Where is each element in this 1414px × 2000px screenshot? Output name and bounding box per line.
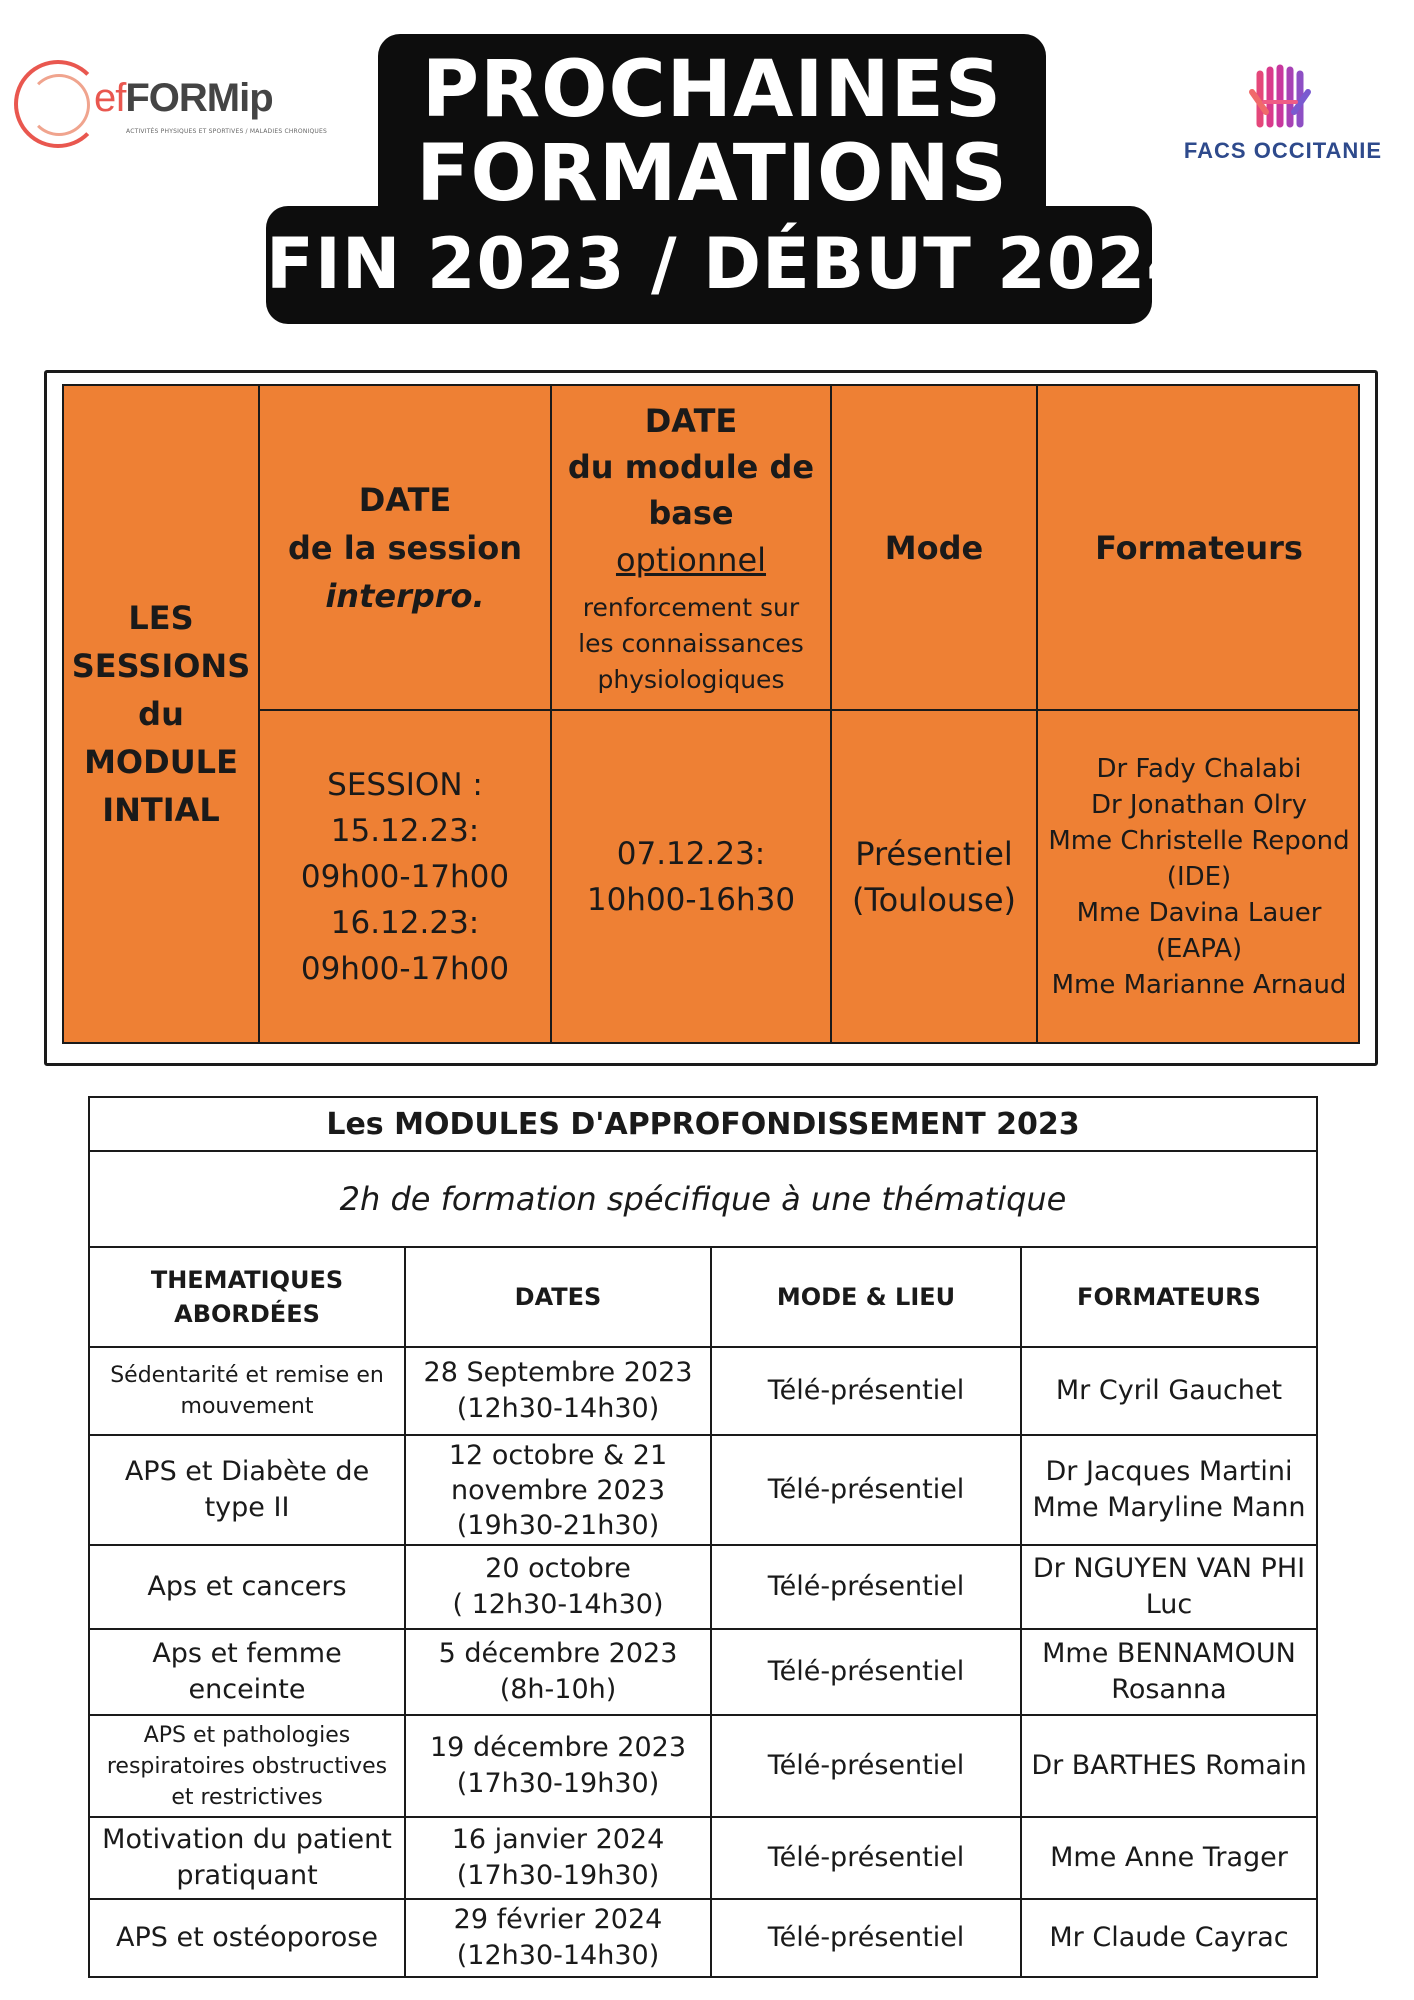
logo-wordmark: efFORMip [94, 76, 273, 120]
table-row-mode: Télé-présentiel [767, 1656, 965, 1687]
table-row-date: 19 décembre 2023 (17h30-19h30) [430, 1732, 686, 1799]
table-row-trainer: Mr Claude Cayrac [1049, 1922, 1289, 1953]
table-row-date: 12 octobre & 21 novembre 2023 (19h30-21h30) [448, 1439, 668, 1541]
initial-module-row-label: LES SESSIONS du MODULE INTIAL [71, 599, 251, 829]
table-row-trainer: Dr BARTHES Romain [1031, 1750, 1307, 1781]
table-row-mode: Télé-présentiel [767, 1750, 965, 1781]
base-module-date: 07.12.23: 10h00-16h30 [586, 835, 796, 918]
efformip-logo [14, 52, 328, 152]
table-row-date: 28 Septembre 2023 (12h30-14h30) [423, 1357, 693, 1424]
table-row-date: 29 février 2024 (12h30-14h30) [453, 1904, 663, 1971]
table-row-mode: Télé-présentiel [767, 1922, 965, 1953]
advanced-modules-table [88, 1096, 1318, 1978]
table-row-trainer: Dr NGUYEN VAN PHI Luc [1032, 1553, 1306, 1620]
column-header-mode: MODE & LIEU [776, 1283, 956, 1311]
table-row-theme: APS et ostéoporose [116, 1922, 378, 1953]
header-mode: Mode [884, 528, 984, 567]
column-header-dates: DATES [514, 1283, 602, 1311]
session-trainers: Dr Fady Chalabi Dr Jonathan Olry Mme Christelle Repond (IDE) Mme Davina Lauer (EAPA) Mme Marianne Arnaud [1048, 753, 1350, 1000]
column-header-trainers: FORMATEURS [1077, 1283, 1261, 1311]
table-row-trainer: Dr Jacques Martini Mme Maryline Mann [1032, 1456, 1306, 1523]
logo-figure-icon [28, 74, 90, 136]
table-row-mode: Télé-présentiel [767, 1842, 965, 1873]
table-row-mode: Télé-présentiel [767, 1571, 965, 1602]
facs-hands-icon [1168, 62, 1398, 138]
table-row-trainer: Mme BENNAMOUN Rosanna [1042, 1638, 1296, 1705]
table-row-theme: Aps et femme enceinte [152, 1638, 342, 1705]
table-row-trainer: Mr Cyril Gauchet [1055, 1375, 1283, 1406]
title-line-1: PROCHAINES [421, 45, 1003, 135]
table-row-mode: Télé-présentiel [767, 1375, 965, 1406]
table-row-date: 20 octobre ( 12h30-14h30) [452, 1553, 664, 1620]
table-row-mode: Télé-présentiel [767, 1474, 965, 1505]
session-mode: Présentiel (Toulouse) [851, 834, 1017, 919]
title-line-2: FORMATIONS [416, 129, 1008, 219]
advanced-modules-subtitle: 2h de formation spécifique à une thématique [339, 1180, 1067, 1218]
logo-tagline: ACTIVITÉS PHYSIQUES ET SPORTIVES / MALADIES CHRONIQUES [126, 128, 328, 135]
header-trainers: Formateurs [1095, 528, 1303, 567]
header-base-module: DATE du module de base optionnel renforcement sur les connaissances physiologiques [567, 401, 815, 694]
facs-occitanie-logo [1168, 62, 1398, 172]
table-row-date: 5 décembre 2023 (8h-10h) [438, 1638, 678, 1705]
table-row-theme: APS et Diabète de type II [124, 1456, 370, 1523]
table-row-date: 16 janvier 2024 (17h30-19h30) [451, 1824, 665, 1891]
facs-label: FACS OCCITANIE [1183, 138, 1383, 163]
table-row-theme: APS et pathologies respiratoires obstructives et restrictives [106, 1722, 388, 1810]
column-header-themes: THEMATIQUES ABORDÉES [150, 1266, 344, 1328]
advanced-modules-title: Les MODULES D'APPROFONDISSEMENT 2023 [326, 1106, 1080, 1142]
header-session-date: DATE de la session interpro. [287, 480, 523, 615]
table-row-theme: Sédentarité et remise en mouvement [110, 1363, 384, 1419]
title-line-3: FIN 2023 / DÉBUT 2024 [266, 223, 1197, 305]
initial-module-table [62, 384, 1360, 1044]
session-dates: SESSION : 15.12.23: 09h00-17h00 16.12.23: 09h00-17h00 [300, 766, 510, 987]
table-row-theme: Aps et cancers [147, 1571, 347, 1602]
table-row-trainer: Mme Anne Trager [1050, 1842, 1288, 1873]
table-row-theme: Motivation du patient pratiquant [102, 1824, 392, 1891]
